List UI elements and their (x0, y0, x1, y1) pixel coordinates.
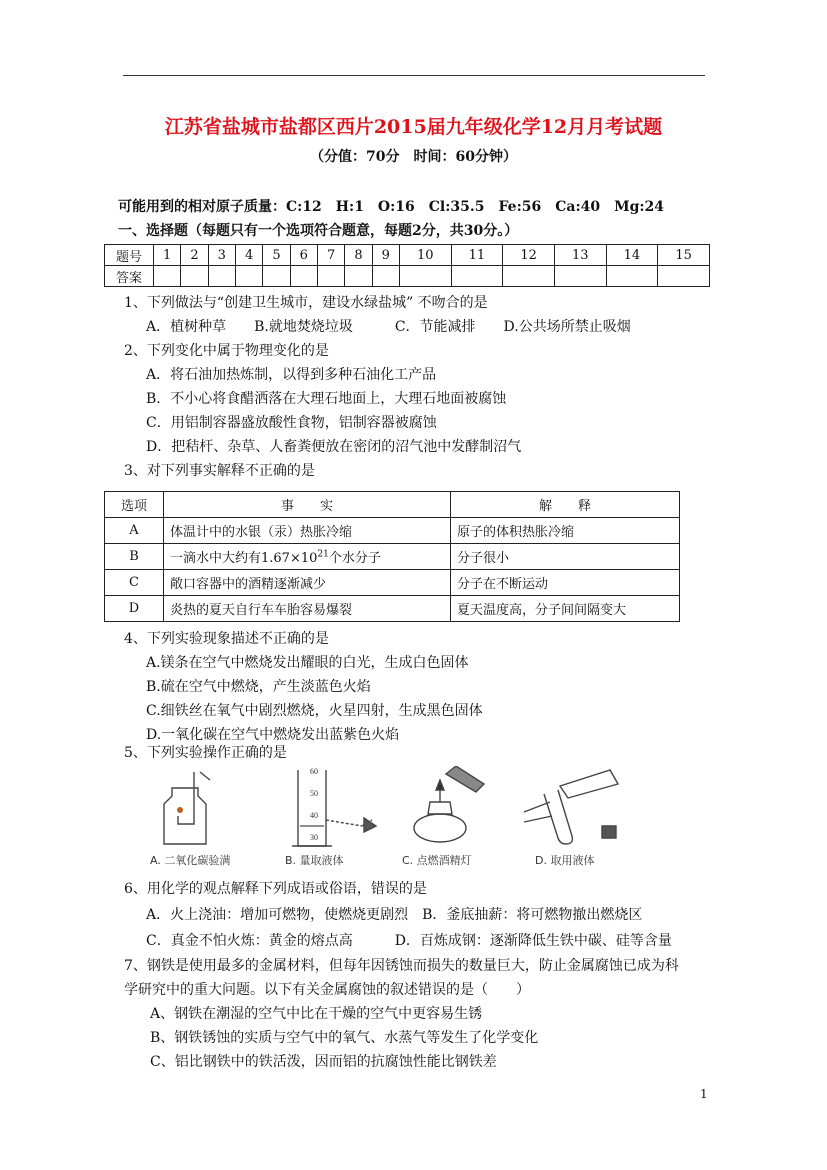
q1-options: A．植树种草 B.就地焚烧垃圾 C．节能减排 D.公共场所禁止吸烟 (146, 319, 631, 335)
gas-bottle-icon (164, 772, 210, 844)
question-number: 10 (399, 245, 451, 266)
tick-label: 30 (310, 833, 318, 842)
q3-header-explain: 解 释 (451, 492, 680, 518)
q3-header-fact: 事 实 (164, 492, 451, 518)
question-number: 13 (554, 245, 606, 266)
figure-caption: D. 取用液体 (535, 854, 595, 867)
q3-table (104, 491, 680, 622)
q2-option-d: D．把秸杆、杂草、人畜粪便放在密闭的沼气池中发酵制沼气 (146, 439, 522, 455)
question-number: 1 (154, 245, 181, 266)
q3-row (105, 544, 680, 570)
atomic-masses: 可能用到的相对原子质量：C:12 H:1 O:16 Cl:35.5 Fe:56 Ca:40 Mg:24 (118, 199, 665, 215)
page-number: 1 (700, 1087, 708, 1101)
question-number: 7 (317, 245, 344, 266)
header-rule (123, 75, 705, 76)
q3-row-explain: 分子很小 (451, 544, 680, 570)
question-number: 8 (345, 245, 372, 266)
answer-table-number-row (105, 245, 710, 266)
answer-cell[interactable] (208, 266, 235, 287)
tick-label: 50 (310, 789, 318, 798)
answer-cell[interactable] (658, 266, 710, 287)
answer-cell[interactable] (317, 266, 344, 287)
q3-row-fact: 炎热的夏天自行车车胎容易爆裂 (164, 596, 451, 622)
answer-cell[interactable] (345, 266, 372, 287)
q3-row-option: D (105, 596, 164, 622)
tick-label: 60 (310, 767, 318, 776)
q3-row (105, 570, 680, 596)
answer-table-row2-label: 答案 (105, 266, 154, 287)
section-heading: 一、选择题（每题只有一个选项符合题意，每题2分，共30分。） (118, 223, 519, 239)
page-title: 江苏省盐城市盐都区西片2015届九年级化学12月月考试题 (164, 116, 663, 138)
question-number: 5 (263, 245, 290, 266)
answer-table (104, 244, 710, 287)
q2-option-b: B．不小心将食醋洒落在大理石地面上，大理石地面被腐蚀 (146, 391, 507, 407)
q2-option-c: C．用铝制容器盛放酸性食物，铝制容器被腐蚀 (146, 415, 437, 431)
question-number: 4 (235, 245, 262, 266)
question-number: 12 (503, 245, 555, 266)
q7-stem-line1: 7、钢铁是使用最多的金属材料，但每年因锈蚀而损失的数量巨大，防止金属腐蚀已成为科 (124, 958, 679, 974)
fact-text: 个水分子 (328, 551, 381, 566)
q7-option-b: B、钢铁锈蚀的实质与空气中的氧气、水蒸气等发生了化学变化 (150, 1030, 539, 1046)
exam-info: （分值：70分 时间：60分钟） (310, 149, 517, 165)
q4-option-d: D.一氧化碳在空气中燃烧发出蓝紫色火焰 (146, 727, 400, 743)
answer-cell[interactable] (451, 266, 503, 287)
answer-cell[interactable] (154, 266, 181, 287)
answer-cell[interactable] (554, 266, 606, 287)
exponent: 21 (317, 549, 329, 560)
figure-caption: A. 二氧化碳验满 (150, 854, 231, 867)
alcohol-lamp-icon (414, 766, 484, 842)
q1-stem: 1、下列做法与“创建卫生城市，建设水绿盐城” 不吻合的是 (124, 295, 488, 311)
answer-cell[interactable] (372, 266, 399, 287)
fact-text: 一滴水中大约有1.67×10 (170, 551, 318, 566)
answer-cell[interactable] (290, 266, 317, 287)
q3-row-option: B (105, 544, 164, 570)
q4-option-c: C.细铁丝在氧气中剧烈燃烧，火星四射，生成黑色固体 (146, 703, 483, 719)
question-number: 3 (208, 245, 235, 266)
figure-caption: B. 量取液体 (285, 854, 344, 867)
tick-label: 40 (310, 811, 318, 820)
answer-cell[interactable] (235, 266, 262, 287)
question-number: 11 (451, 245, 503, 266)
answer-table-row1-label: 题号 (105, 245, 154, 266)
answer-cell[interactable] (399, 266, 451, 287)
q3-row-option: A (105, 518, 164, 544)
lab-operations-figure (140, 766, 630, 872)
q3-row-explain: 原子的体积热胀冷缩 (451, 518, 680, 544)
q3-row-explain: 夏天温度高，分子间间隔变大 (451, 596, 680, 622)
q3-row (105, 518, 680, 544)
question-number: 2 (181, 245, 208, 266)
graduated-cylinder-icon (292, 770, 376, 846)
test-tube-pouring-icon (524, 770, 618, 844)
q6-options-cd: C．真金不怕火炼：黄金的熔点高 D．百炼成钢：逐渐降低生铁中碳、硅等含量 (146, 933, 672, 949)
q7-option-a: A、钢铁在潮湿的空气中比在干燥的空气中更容易生锈 (150, 1006, 483, 1022)
q5-stem: 5、下列实验操作正确的是 (124, 745, 287, 761)
q3-row-explain: 分子在不断运动 (451, 570, 680, 596)
q3-header-option: 选项 (105, 492, 164, 518)
q3-stem: 3、对下列事实解释不正确的是 (124, 463, 315, 479)
q4-option-b: B.硫在空气中燃烧，产生淡蓝色火焰 (146, 679, 371, 695)
q7-stem-line2: 学研究中的重大问题。以下有关金属腐蚀的叙述错误的是（ ） (124, 982, 530, 998)
q3-row-fact: 体温计中的水银（汞）热胀冷缩 (164, 518, 451, 544)
q6-stem: 6、用化学的观点解释下列成语或俗语，错误的是 (124, 881, 427, 897)
q6-options-ab: A．火上浇油：增加可燃物，使燃烧更剧烈 B．釜底抽薪：将可燃物撤出燃烧区 (146, 907, 643, 923)
q2-option-a: A．将石油加热炼制，以得到多种石油化工产品 (146, 367, 437, 383)
q2-stem: 2、下列变化中属于物理变化的是 (124, 343, 329, 359)
q4-stem: 4、下列实验现象描述不正确的是 (124, 631, 329, 647)
question-number: 14 (606, 245, 658, 266)
q3-row-fact (164, 544, 451, 570)
q3-row (105, 596, 680, 622)
q4-option-a: A.镁条在空气中燃烧发出耀眼的白光，生成白色固体 (146, 655, 469, 671)
q7-option-c: C、铝比钢铁中的铁活泼，因而铝的抗腐蚀性能比钢铁差 (150, 1054, 497, 1070)
answer-cell[interactable] (263, 266, 290, 287)
figure-caption: C. 点燃酒精灯 (402, 854, 472, 867)
question-number: 15 (658, 245, 710, 266)
question-number: 6 (290, 245, 317, 266)
answer-cell[interactable] (503, 266, 555, 287)
answer-cell[interactable] (181, 266, 208, 287)
answer-table-answer-row (105, 266, 710, 287)
q3-row-option: C (105, 570, 164, 596)
question-number: 9 (372, 245, 399, 266)
q3-row-fact: 敞口容器中的酒精逐渐减少 (164, 570, 451, 596)
answer-cell[interactable] (606, 266, 658, 287)
